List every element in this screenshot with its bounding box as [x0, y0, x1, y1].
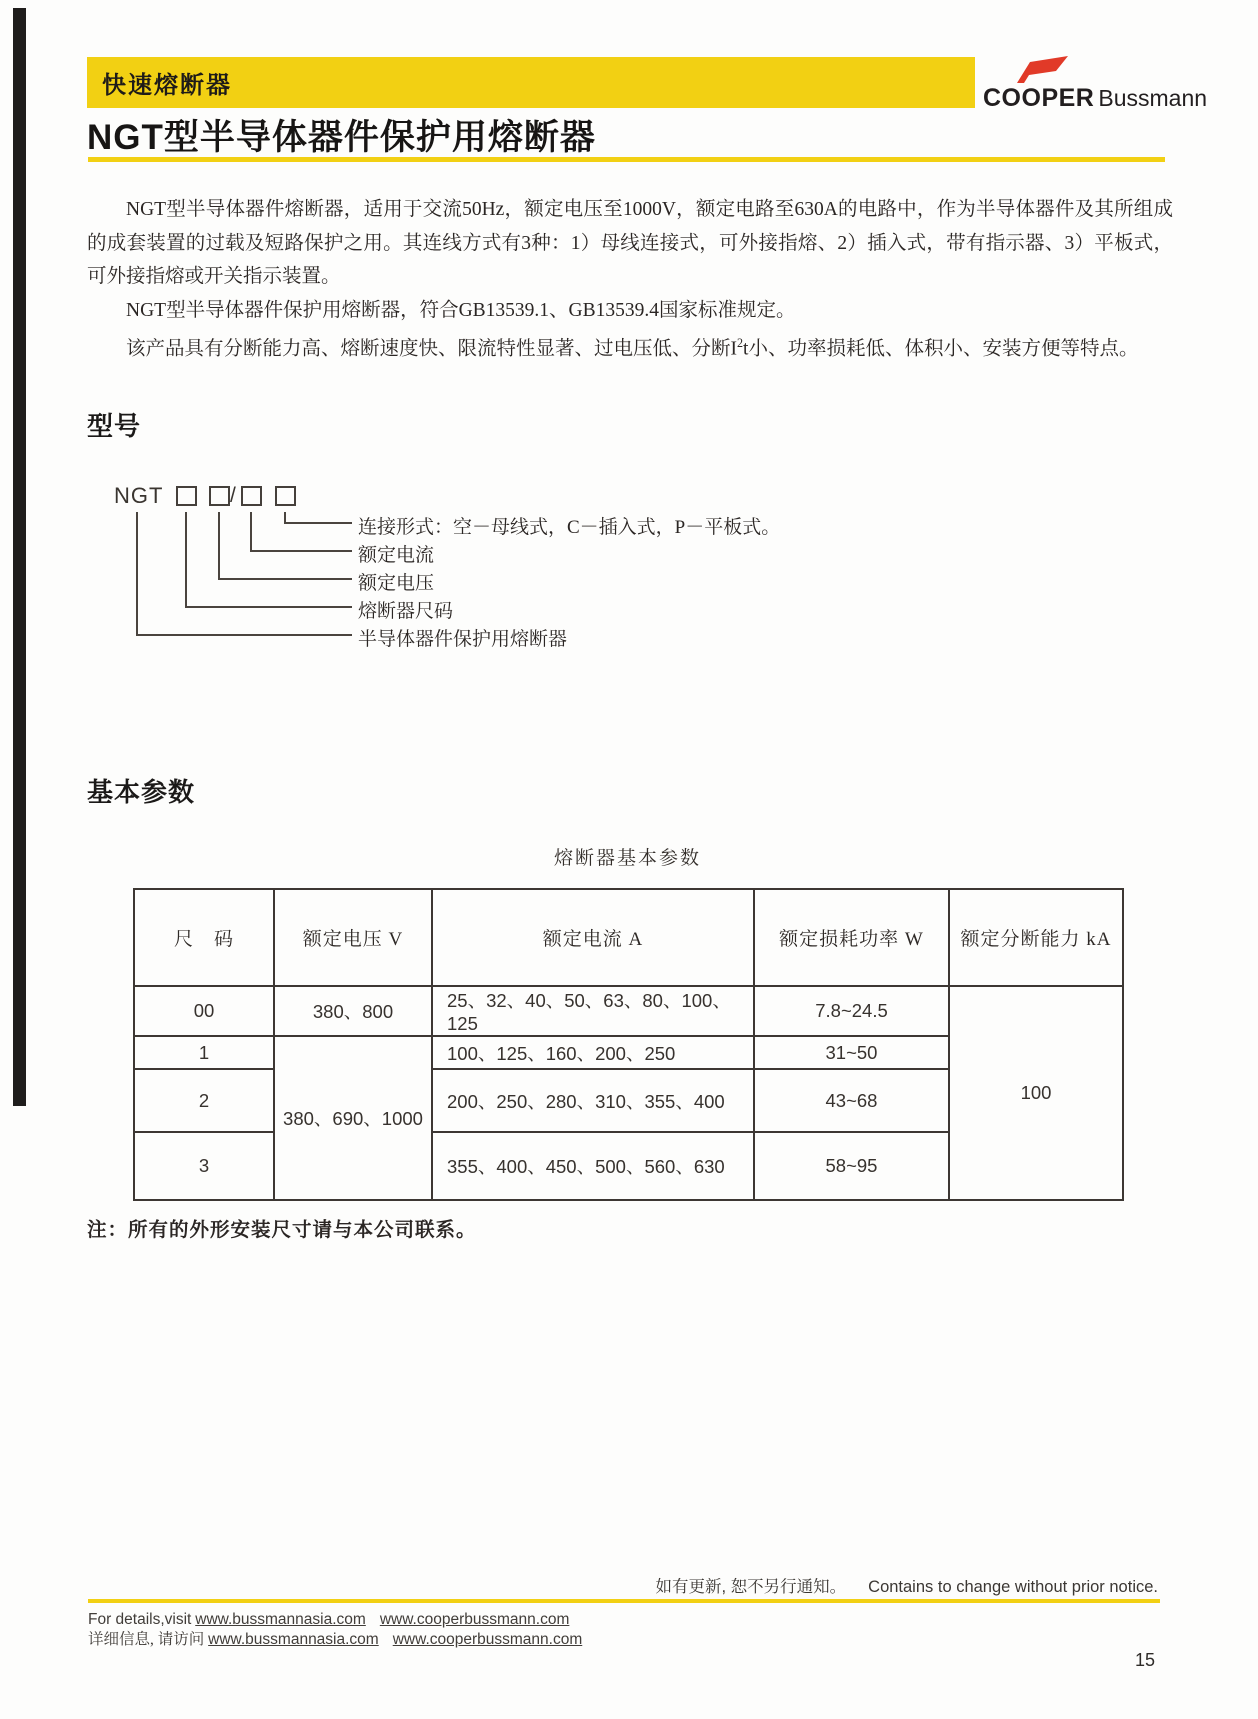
cooper-bussmann-logo: [983, 56, 1208, 112]
model-code-prefix: NGT: [114, 483, 164, 508]
model-label-voltage: 额定电压: [358, 573, 435, 594]
table-note: 注：所有的外形安装尺寸请与本公司联系。: [87, 1220, 477, 1241]
page-title: NGT型半导体器件保护用熔断器: [87, 118, 596, 157]
table-row: [134, 986, 1123, 1036]
logo-flag-icon: [1013, 56, 1071, 84]
connector-line: [284, 522, 352, 524]
logo-text: [983, 84, 1207, 113]
intro-paragraph-3: [87, 327, 1173, 366]
model-label-size: 熔断器尺码: [358, 601, 454, 622]
footer-links-zh: [88, 1630, 596, 1650]
bussmannasia-link[interactable]: www.bussmannasia.com: [208, 1631, 379, 1648]
col-header-voltage: 额定电压 V: [274, 889, 432, 986]
model-section-heading: 型号: [87, 411, 142, 441]
connector-line: [136, 634, 352, 636]
footer-rule: [88, 1599, 1160, 1603]
cell-power: 7.8~24.5: [754, 986, 949, 1036]
connector-line: [218, 512, 220, 580]
cell-current: 355、400、450、500、560、630: [432, 1132, 754, 1200]
intro-paragraph-2: NGT型半导体器件保护用熔断器，符合GB13539.1、GB13539.4国家标准规定。: [126, 299, 796, 321]
footer-links-zh-prefix: 详细信息, 请访问: [88, 1631, 205, 1648]
connector-line: [218, 578, 352, 580]
model-box-connection: [275, 486, 296, 506]
intro-paragraph-3-tail: t小、功率损耗低、体积小、安装方便等特点。: [743, 338, 1139, 360]
logo-cooper-text: COOPER: [983, 84, 1095, 112]
category-banner: [87, 57, 975, 108]
cell-size: 00: [134, 986, 274, 1036]
intro-text: [87, 193, 1173, 366]
cooperbussmann-link[interactable]: www.cooperbussmann.com: [379, 1611, 570, 1628]
table-title: 熔断器基本参数: [553, 848, 701, 869]
i2t-superscript: 2: [737, 336, 744, 350]
cell-current: 100、125、160、200、250: [432, 1036, 754, 1069]
connector-line: [136, 512, 138, 636]
footer-links-en-prefix: For details,visit: [88, 1611, 192, 1628]
model-label-fuse-type: 半导体器件保护用熔断器: [358, 629, 568, 650]
cell-current: 25、32、40、50、63、80、100、125: [432, 986, 754, 1036]
connector-line: [250, 512, 252, 552]
params-section-heading: 基本参数: [87, 777, 196, 807]
cell-power: 43~68: [754, 1069, 949, 1132]
footer-links: [88, 1610, 596, 1650]
col-header-breaking: 额定分断能力 kA: [949, 889, 1123, 986]
intro-paragraph-1: NGT型半导体器件熔断器，适用于交流50Hz，额定电压至1000V，额定电路至630A的电路中，作为半导体器件及其所组成的成套装置的过载及短路保护之用。其连线方式有3种：1）母线连接式，可外接指熔、2）插入式，带有指示器、3）平板式，可外接指熔或开关指示装置。: [87, 199, 1173, 287]
cell-size: 1: [134, 1036, 274, 1069]
col-header-size: 尺 码: [134, 889, 274, 986]
cell-power: 58~95: [754, 1132, 949, 1200]
table-header-row: [134, 889, 1123, 986]
update-notice: [400, 1573, 1158, 1597]
category-banner-label: 快速熔断器: [102, 72, 232, 99]
params-table: [133, 888, 1124, 1201]
cell-voltage-merged: 380、690、1000: [274, 1036, 432, 1200]
bussmannasia-link[interactable]: www.bussmannasia.com: [195, 1611, 366, 1628]
cell-current: 200、250、280、310、355、400: [432, 1069, 754, 1132]
scan-edge-bar: [13, 8, 26, 1106]
col-header-current: 额定电流 A: [432, 889, 754, 986]
col-header-power: 额定损耗功率 W: [754, 889, 949, 986]
model-code-slash: /: [230, 484, 236, 507]
cell-voltage: 380、800: [274, 986, 432, 1036]
intro-paragraph-3-text: 该产品具有分断能力高、熔断速度快、限流特性显著、过电压低、分断I: [126, 338, 737, 360]
cooperbussmann-link[interactable]: www.cooperbussmann.com: [392, 1631, 583, 1648]
connector-line: [185, 606, 352, 608]
cell-breaking-capacity: 100: [949, 986, 1123, 1200]
logo-bussmann-text: Bussmann: [1098, 85, 1208, 111]
model-label-connection: 连接形式：空－母线式，C－插入式，P－平板式。: [358, 517, 781, 538]
cell-size: 3: [134, 1132, 274, 1200]
page-number: 15: [1135, 1650, 1156, 1670]
update-notice-zh: 如有更新, 恕不另行通知。: [655, 1578, 847, 1596]
cell-size: 2: [134, 1069, 274, 1132]
footer-links-en: [88, 1610, 596, 1630]
connector-line: [250, 550, 352, 552]
model-box-current: [241, 486, 262, 506]
model-box-size: [176, 486, 197, 506]
title-underline: [88, 157, 1165, 162]
model-box-voltage: [209, 486, 230, 506]
update-notice-en: Contains to change without prior notice.: [868, 1578, 1158, 1596]
model-label-current: 额定电流: [358, 545, 435, 566]
cell-power: 31~50: [754, 1036, 949, 1069]
connector-line: [185, 512, 187, 608]
